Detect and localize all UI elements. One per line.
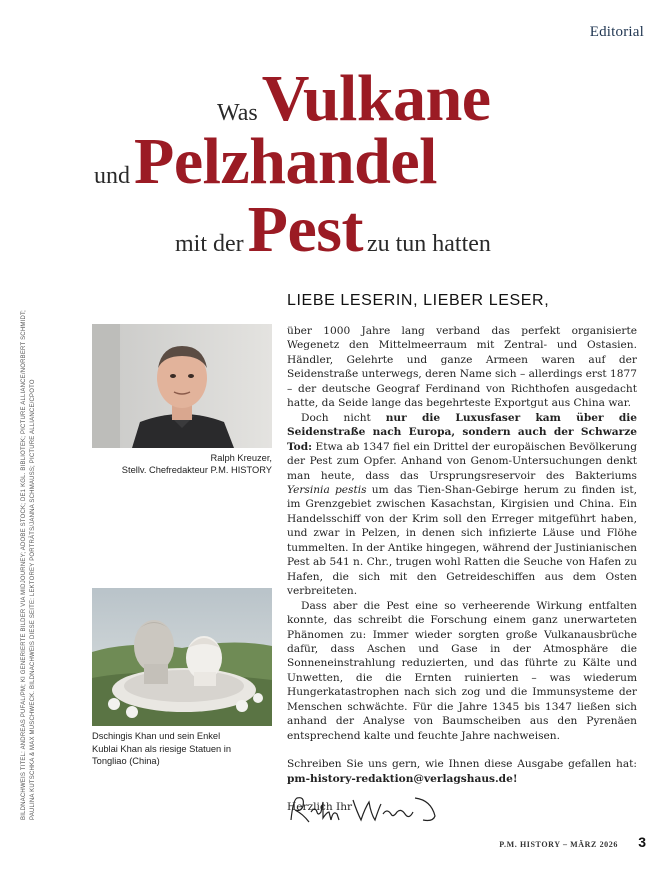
statue-caption-line-1: Dschingis Khan und sein Enkel (92, 731, 221, 741)
paragraph-4: Schreiben Sie uns gern, wie Ihnen diese Ausgabe gefallen hat: pm-history-redaktion@verlagshaus.de! (287, 758, 637, 785)
page-number: 3 (638, 834, 646, 850)
salutation: LIEBE LESERIN, LIEBER LESER, (287, 292, 550, 309)
headline-word-und: und (94, 163, 130, 189)
image-credits (20, 300, 37, 820)
headline-word-was: Was (217, 100, 258, 126)
closing: Herzlich Ihr (287, 801, 353, 814)
portrait-caption-name: Ralph Kreuzer, (210, 453, 272, 463)
headline-word-pest: Pest (247, 193, 363, 266)
paragraph-2: Doch nicht nur die Luxusfaser kam über die Seidenstraße nach Europa, sondern auch der Schwarze Tod: Etwa ab 1347 fiel ein Drittel der europäischen Bevölkerung der Pest zum Opfer. Anhand von Genom-Untersuchungen denkt man heute, dass das Ursprungsreservoir des Bakteriums Yersinia pestis um das Tien-Shan-Gebirge herum zu finden ist, im Grenzgebiet zwischen Kasachstan, Kirgisien und China. Ein Handelsschiff von der Krim soll den Erreger mitgeführt haben, und zwar in Pelzen, in denen sich infizierte Läuse und Flöhe tummelten. In der Antike hingegen, während der Justinianischen Pest ab 541 n. Chr., trugen wohl Ratten die Seuche von Hafen zu Hafen, die sich mit den Getreideschiffen aus dem Osten verbreiteten. (287, 411, 637, 598)
statue-caption (92, 730, 282, 768)
statues-illustration (92, 588, 272, 726)
paragraph-2-emphasis: nur die Luxusfaser kam über die Seidenstraße nach Europa, sondern auch der Schwarze Tod: (287, 411, 637, 453)
statue-caption-line-3: Tongliao (China) (92, 756, 160, 766)
headline-words-mit-der: mit der (175, 231, 244, 257)
paragraph-3: Dass aber die Pest eine so verheerende Wirkung entfalten konnte, das schreibt die Forschung einem ganz unerwarteten Phänomen zu: Immer wieder sorgten große Vulkanausbrüche dafür, dass Aschen und Gase in der Atmosphäre die Sonneneinstrahlung reduzierten, und das führte zu Kälte und Unwetten, die die Ernten ruinierten – was wiederum Hungerkatastrophen nach sich zog und die Immunsysteme der Menschen schwächte. Für die Jahre 1345 bis 1347 ließen sich anhand der Analyse von Baumscheiben aus den Pyrenäen entsprechend kalte und feuchte Jahre nachweisen. (287, 599, 637, 742)
headline-line-1 (217, 62, 491, 135)
headline-word-vulkane: Vulkane (261, 62, 491, 135)
portrait-caption-role: Stellv. Chefredakteur P.M. HISTORY (121, 465, 272, 475)
contact-email-link[interactable]: pm-history-redaktion@verlagshaus.de! (287, 772, 518, 785)
editorial-body (287, 324, 637, 815)
image-credits-line-1: BILDNACHWEIS TITEL: ANDREAS PUFAL/PM; KI GENERIERTE BILDER VIA MIDJOURNEY; ADOBE STOCK; DE1 KGL. BIBLIOTEK; PICTURE ALLIANCE/NORBERT SCHMIDT; (21, 309, 27, 820)
paragraph-1: über 1000 Jahre lang verband das perfekt organisierte Wegenetz den Mittelmeerraum mit Zentral- und Ostasien. Händler, Gelehrte und ganze Armeen waren auf der Seidenstraße unterwegs, deren Name sich – allerdings erst 1877 – der deutsche Geograf Ferdinand von Richthofen ausgedacht hatte, da Seide lange das begehrteste Exportgut aus China war. (287, 325, 637, 410)
khan-statues-photo (92, 588, 272, 726)
handwritten-signature (287, 790, 447, 826)
editor-portrait-photo (92, 324, 272, 448)
headline-word-pelzhandel: Pelzhandel (134, 125, 437, 198)
headline-line-2 (94, 125, 437, 198)
portrait-illustration (92, 324, 272, 448)
headline-line-3 (175, 193, 491, 266)
image-credits-line-2: PAULINA KUTSCHKA & MAX MUSCHWECK. BILDNACHWEIS DIESE SEITE: LEKTOREY PORTRÄTS/JANNA SCHMAUSS; PICTURE ALLIANCE/CPOTO (29, 379, 36, 820)
footer-magazine-issue: P.M. HISTORY – MÄRZ 2026 (499, 840, 618, 849)
headline-words-zu-tun-hatten: zu tun hatten (366, 231, 491, 257)
statue-caption-line-2: Kublai Khan als riesige Statuen in (92, 743, 232, 754)
signature (287, 790, 447, 830)
species-name: Yersinia pestis (287, 483, 367, 496)
section-tag: Editorial (589, 24, 644, 40)
